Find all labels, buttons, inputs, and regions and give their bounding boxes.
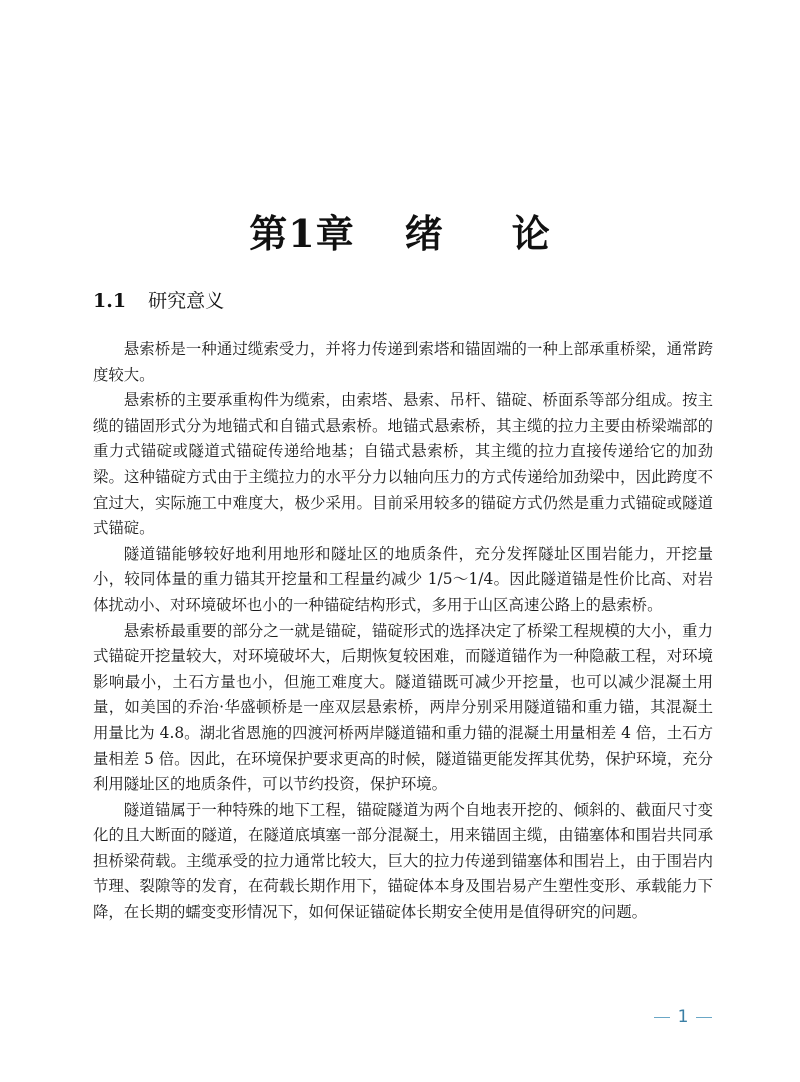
chapter-title xyxy=(0,203,800,258)
section-heading xyxy=(93,286,224,313)
page-number: 1 xyxy=(677,1007,689,1027)
paragraph: 悬索桥是一种通过缆索受力，并将力传递到索塔和锚固端的一种上部承重桥梁，通常跨度较大。 xyxy=(93,340,713,384)
chapter-title-char-2: 论 xyxy=(511,211,551,256)
chapter-title-char-1: 绪 xyxy=(404,211,444,256)
paragraph: 悬索桥最重要的部分之一就是锚碇，锚碇形式的选择决定了桥梁工程规模的大小，重力式锚碇开挖量较大，对环境破坏大，后期恢复较困难，而隧道锚作为一种隐蔽工程，对环境影响最小，土石方量也小，但施工难度大。隧道锚既可减少开挖量，也可以减少混凝土用量，如美国的乔治·华盛顿桥是一座双层悬索桥，两岸分别采用隧道锚和重力锚，其混凝土用量比为 4.8。湖北省恩施的四渡河桥两岸隧道锚和重力锚的混凝土用量相差 4 倍，土石方量相差 5 倍。因此，在环境保护要求更高的时候，隧道锚更能发挥其优势，保护环境，充分利用隧址区的地质条件，可以节约投资，保护环境。 xyxy=(93,621,713,794)
right-dash xyxy=(696,1017,712,1018)
chapter-prefix: 第1章 xyxy=(249,211,355,256)
body-text xyxy=(93,337,713,926)
page-number-footer xyxy=(648,1005,718,1029)
section-title: 研究意义 xyxy=(148,290,225,312)
paragraph: 隧道锚属于一种特殊的地下工程，锚碇隧道为两个自地表开挖的、倾斜的、截面尺寸变化的且大断面的隧道，在隧道底填塞一部分混凝土，用来锚固主缆，由锚塞体和围岩共同承担桥梁荷载。主缆承受的拉力通常比较大，巨大的拉力传递到锚塞体和围岩上，由于围岩内节理、裂隙等的发育，在荷载长期作用下，锚碇体本身及围岩易产生塑性变形、承载能力下降，在长期的蠕变变形情况下，如何保证锚碇体长期安全使用是值得研究的问题。 xyxy=(93,800,713,922)
left-dash xyxy=(654,1017,670,1018)
paragraph: 悬索桥的主要承重构件为缆索，由索塔、悬索、吊杆、锚碇、桥面系等部分组成。按主缆的锚固形式分为地锚式和自锚式悬索桥。地锚式悬索桥，其主缆的拉力主要由桥梁端部的重力式锚碇或隧道式锚碇传递给地基；自锚式悬索桥，其主缆的拉力直接传递给它的加劲梁。这种锚碇方式由于主缆拉力的水平分力以轴向压力的方式传递给加劲梁中，因此跨度不宜过大，实际施工中难度大，极少采用。目前采用较多的锚碇方式仍然是重力式锚碇或隧道式锚碇。 xyxy=(93,391,713,538)
section-number: 1.1 xyxy=(93,290,127,312)
paragraph: 隧道锚能够较好地利用地形和隧址区的地质条件，充分发挥隧址区围岩能力，开挖量小，较同体量的重力锚其开挖量和工程量约减少 1/5～1/4。因此隧道锚是性价比高、对岩体扰动小、对环境破坏也小的一种锚碇结构形式，多用于山区高速公路上的悬索桥。 xyxy=(93,544,713,614)
